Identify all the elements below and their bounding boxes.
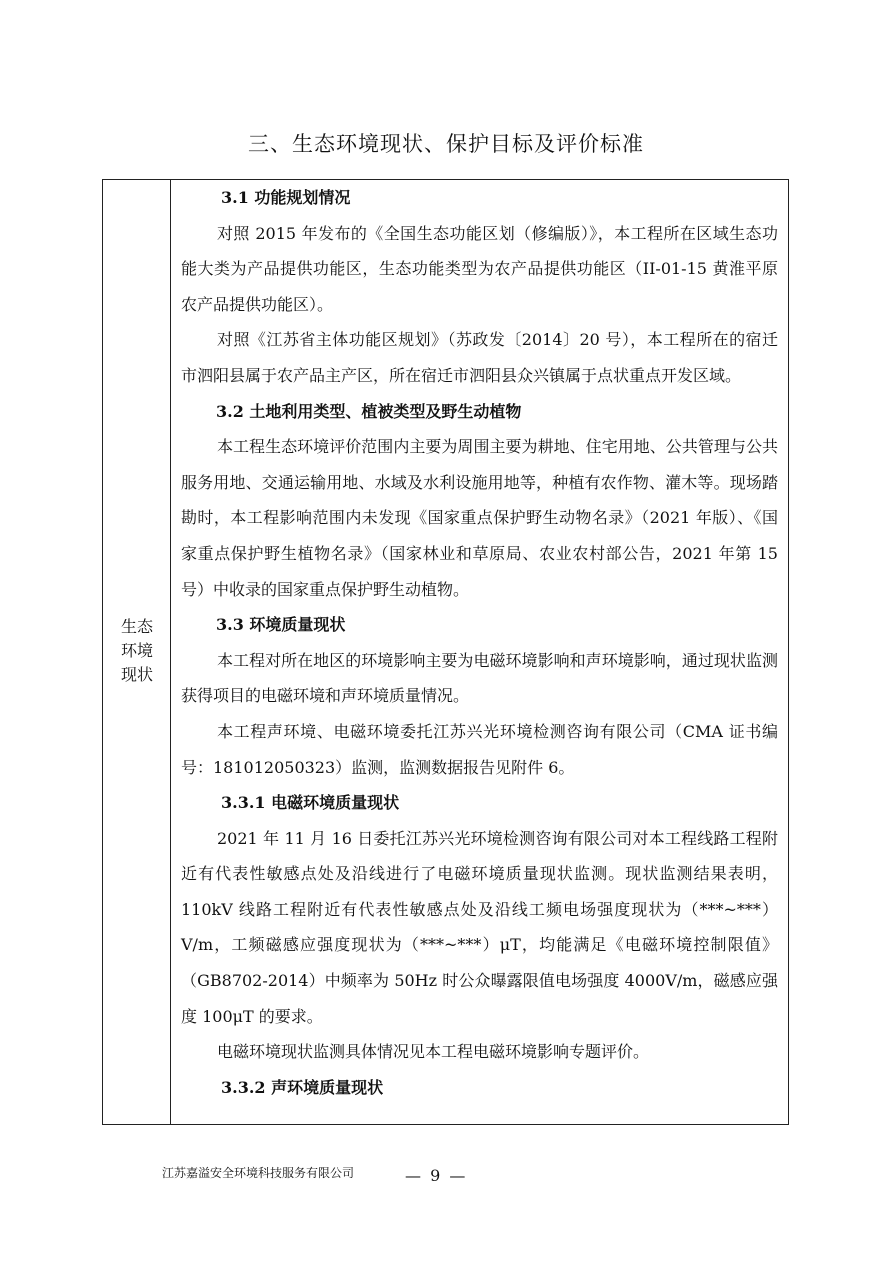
section-heading: 3.3.2 声环境质量现状	[221, 1077, 384, 1097]
paragraph: 本工程对所在地区的环境影响主要为电磁环境影响和声环境影响，通过现状监测获得项目的电磁环境和声环境质量情况。	[181, 650, 778, 706]
left-label	[103, 615, 171, 687]
section-heading: 3.3.1 电磁环境质量现状	[221, 793, 400, 813]
left-label-line: 现状	[120, 665, 153, 684]
left-label-cell	[103, 180, 171, 1124]
left-label-line: 环境	[120, 641, 153, 660]
paragraph: 本工程生态环境评价范围内主要为周围主要为耕地、住宅用地、公共管理与公共服务用地、交通运输用地、水域及水利设施用地等，种植有农作物、灌木等。现场踏勘时，本工程影响范围内未发现《国家重点保护野生动物名录》（2021 年版）、《国家重点保护野生植物名录》（国家林业和草原局、农业农村部公告，2021 年第 15 号）中收录的国家重点保护野生动植物。	[181, 437, 778, 599]
paragraph: 电磁环境现状监测具体情况见本工程电磁环境影响专题评价。	[217, 1042, 650, 1062]
paragraph: 2021 年 11 月 16 日委托江苏兴光环境检测咨询有限公司对本工程线路工程附近有代表性敏感点处及沿线进行了电磁环境质量现状监测。现状监测结果表明，110kV 线路工程附近有代表性敏感点处及沿线工频电场强度现状为（***~***）V/m，工频磁感应强度现状为（***~***）μT，均能满足《电磁环境控制限值》（GB8702-2014）中频率为 50Hz 时公众曝露限值电场强度 4000V/m，磁感应强度 100μT 的要求。	[181, 828, 778, 1026]
paragraph: 本工程声环境、电磁环境委托江苏兴光环境检测咨询有限公司（CMA 证书编号：181012050323）监测，监测数据报告见附件 6。	[181, 721, 778, 777]
page-title: 三、生态环境现状、保护目标及评价标准	[248, 132, 644, 156]
content-cell	[181, 180, 778, 1105]
section-heading: 3.3 环境质量现状	[216, 615, 346, 635]
footer-company: 江苏嘉溢安全环境科技服务有限公司	[162, 1166, 355, 1180]
page-number: — 9 —	[405, 1166, 468, 1185]
paragraph: 对照《江苏省主体功能区规划》（苏政发〔2014〕20 号），本工程所在的宿迁市泗阳县属于农产品主产区，所在宿迁市泗阳县众兴镇属于点状重点开发区域。	[181, 330, 778, 385]
section-heading: 3.2 土地利用类型、植被类型及野生动植物	[216, 401, 522, 421]
left-label-line: 生态	[120, 617, 153, 636]
section-heading: 3.1 功能规划情况	[221, 188, 351, 207]
content-table	[102, 179, 789, 1125]
paragraph: 对照 2015 年发布的《全国生态功能区划（修编版）》，本工程所在区域生态功能大类为产品提供功能区，生态功能类型为农产品提供功能区（II-01-15 黄淮平原农产品提供功能区）。	[181, 223, 778, 314]
